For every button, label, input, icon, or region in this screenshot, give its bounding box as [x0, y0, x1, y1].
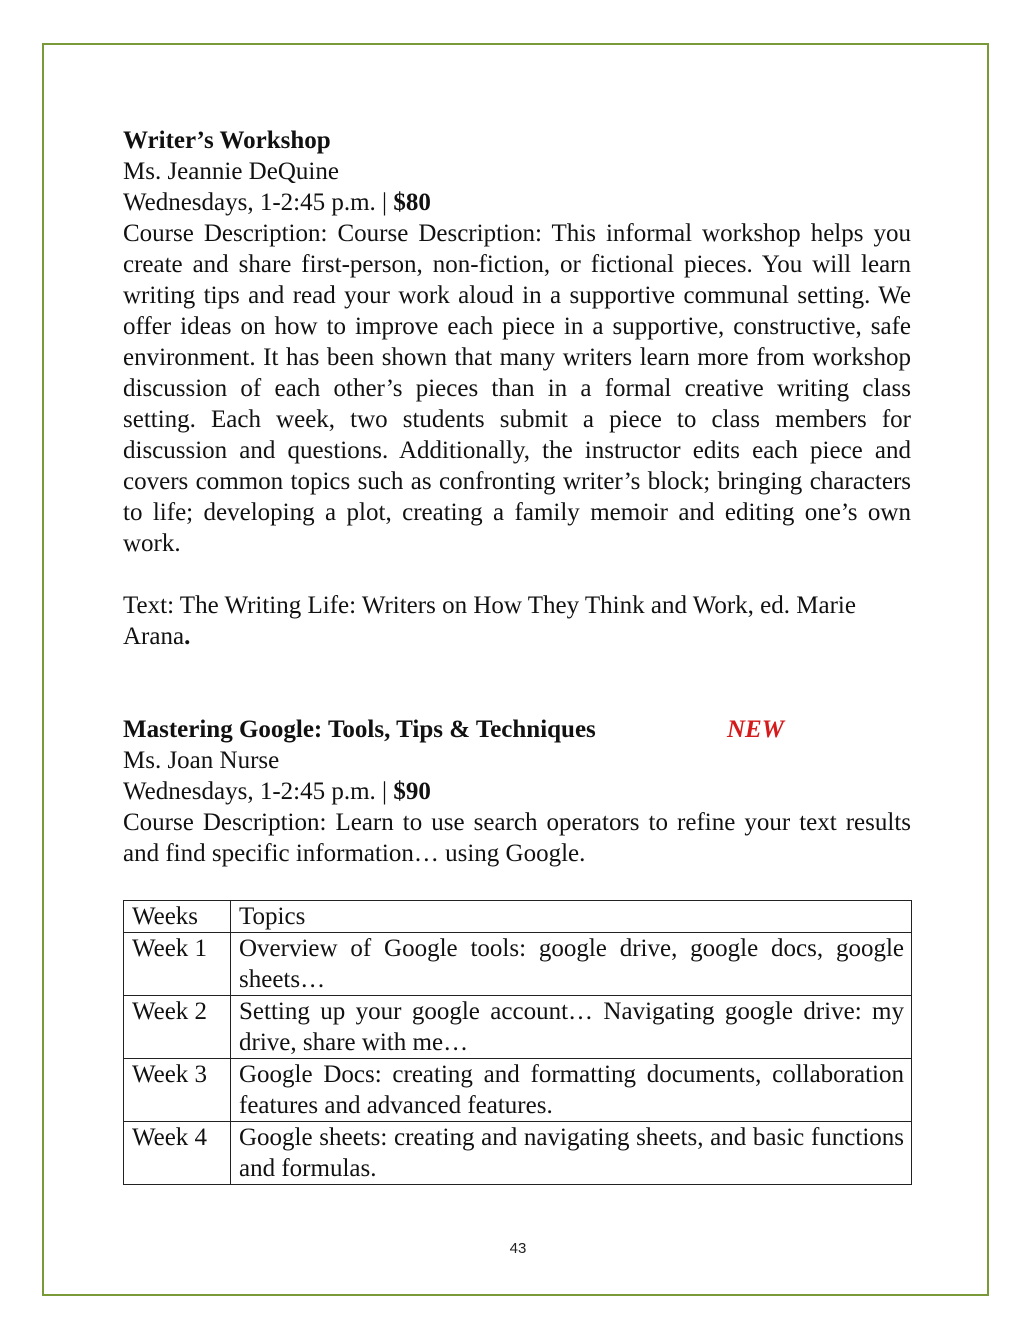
table-row	[124, 1059, 912, 1122]
instructor: Ms. Jeannie DeQuine	[123, 158, 339, 185]
schedule: Wednesdays, 1-2:45 p.m. |	[123, 778, 394, 805]
course-title-row	[123, 714, 911, 745]
text-reference-end: .	[184, 623, 191, 650]
price: $90	[393, 778, 431, 805]
topic-cell: Google Docs: creating and formatting documents, collaboration features and advanced features.	[231, 1059, 912, 1122]
topic-cell: Setting up your google account… Navigating google drive: my drive, share with me…	[231, 996, 912, 1059]
instructor: Ms. Joan Nurse	[123, 747, 280, 774]
page-number: 43	[509, 1240, 527, 1257]
table-header-row	[124, 901, 912, 933]
week-cell: Week 3	[124, 1059, 231, 1122]
table-row	[124, 996, 912, 1059]
course-description: Course Description: Learn to use search operators to refine your text results and find specific information… using Google.	[123, 809, 911, 867]
table-row	[124, 933, 912, 996]
header-topics: Topics	[231, 901, 912, 933]
page-content	[123, 125, 911, 1185]
schedule-line	[123, 776, 911, 807]
week-cell: Week 4	[124, 1122, 231, 1185]
course-description: Course Description: Course Description: This informal workshop helps you create and share first-person, non-fiction, or fictional pieces. You will learn writing tips and read your work aloud in a supportive communal setting. We offer ideas on how to improve each piece in a supportive, constructive, safe environment. It has been shown that many writers learn more from workshop discussion of each other’s pieces than in a formal creative writing class setting. Each week, two students submit a piece to class members for discussion and questions. Additionally, the instructor edits each piece and covers common topics such as confronting writer’s block; bringing characters to life; developing a plot, creating a family memoir and editing one’s own work.	[123, 220, 911, 557]
new-badge: NEW	[727, 716, 784, 743]
topic-cell: Google sheets: creating and navigating sheets, and basic functions and formulas.	[231, 1122, 912, 1185]
course-title: Writer’s Workshop	[123, 127, 331, 154]
text-reference-body: Text: The Writing Life: Writers on How They Think and Work, ed. Marie Arana	[123, 592, 856, 650]
week-cell: Week 1	[124, 933, 231, 996]
header-weeks: Weeks	[124, 901, 231, 933]
topic-cell: Overview of Google tools: google drive, google docs, google sheets…	[231, 933, 912, 996]
table-row	[124, 1122, 912, 1185]
price: $80	[393, 189, 431, 216]
course-title: Mastering Google: Tools, Tips & Techniques	[123, 716, 596, 743]
course-writers-workshop	[123, 125, 911, 652]
weekly-topics-table	[123, 900, 912, 1185]
course-mastering-google	[123, 714, 911, 1185]
week-cell: Week 2	[124, 996, 231, 1059]
schedule-line	[123, 187, 911, 218]
schedule: Wednesdays, 1-2:45 p.m. |	[123, 189, 394, 216]
text-reference	[123, 590, 911, 652]
